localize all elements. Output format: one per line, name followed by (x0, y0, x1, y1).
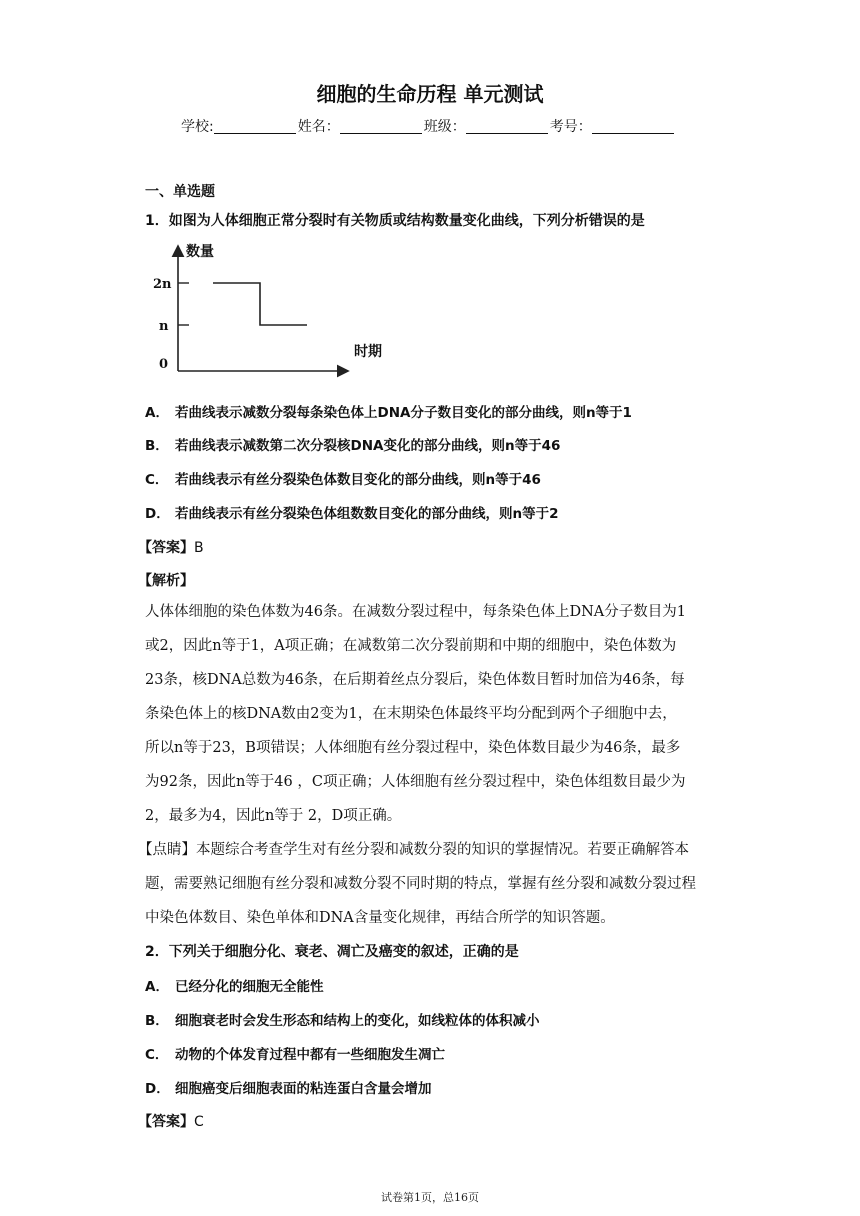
q2-answer: 【答案】C (138, 1114, 204, 1130)
page-title: 细胞的生命历程 单元测试 (316, 82, 544, 106)
q1-option-d: D． 若曲线表示有丝分裂染色体组数数目变化的部分曲线，则n等于2 (145, 506, 559, 522)
tick-0: 0 (159, 357, 169, 372)
y-axis-label: 数量 (186, 244, 214, 260)
q1-analysis-text: 人体体细胞的染色体数为46条。在减数分裂过程中，每条染色体上DNA分子数目为1 或2，因此n等于1，A项正确；在减数第二次分裂前期和中期的细胞中，染色体数为 23条，核DNA总数为46条，在后期着丝点分裂后，染色体数目暂时加倍为46条，每 条染色体上的核DNA数由2变为1，在末期染色体最终平均分配到两个子细胞中去， 所以n等于23，B项错误；人体细胞有丝分裂过程中，染色体数目最少为46条，最多 为92条，因此n等于46 ，C项正确；人体细胞有丝分裂过程中，染色体组数目最少为 2，最多为4，因此n等于 2，D项正确。 (145, 604, 686, 824)
curve-line (213, 283, 307, 325)
q2-option-d: D． 细胞癌变后细胞表面的粘连蛋白含量会增加 (145, 1081, 432, 1097)
q1-comment-text: 【点睛】本题综合考查学生对有丝分裂和减数分裂的知识的掌握情况。若要正确解答本 题，需要熟记细胞有丝分裂和减数分裂不同时期的特点，掌握有丝分裂和减数分裂过程 中染色体数目、染色单体和DNA含量变化规律，再结合所学的知识答题。 (138, 842, 696, 926)
question-1-figure (145, 237, 395, 382)
q2-option-c: C． 动物的个体发育过程中都有一些细胞发生凋亡 (145, 1047, 445, 1063)
question-1-stem: 1．如图为人体细胞正常分裂时有关物质或结构数量变化曲线，下列分析错误的是 (145, 213, 645, 229)
exam-number-label: 考号： (549, 119, 592, 135)
exam-number-blank (592, 118, 674, 134)
q1-analysis-heading: 【解析】 (138, 573, 194, 589)
name-blank (340, 118, 422, 134)
q1-option-a: A． 若曲线表示减数分裂每条染色体上DNA分子数目变化的部分曲线，则n等于1 (145, 405, 632, 421)
question-2-stem: 2．下列关于细胞分化、衰老、凋亡及癌变的叙述，正确的是 (145, 944, 519, 960)
q2-option-a: A． 已经分化的细胞无全能性 (145, 979, 324, 995)
section-heading: 一、单选题 (145, 184, 215, 200)
name-label: 姓名： (297, 119, 340, 135)
q1-option-c: C． 若曲线表示有丝分裂染色体数目变化的部分曲线，则n等于46 (145, 472, 541, 488)
school-label: 学校: (181, 119, 214, 135)
q2-option-b: B． 细胞衰老时会发生形态和结构上的变化，如线粒体的体积减小 (145, 1013, 540, 1029)
q1-answer: 【答案】B (138, 540, 204, 556)
q1-option-b: B． 若曲线表示减数第二次分裂核DNA变化的部分曲线，则n等于46 (145, 438, 561, 454)
x-axis-label: 时期 (354, 344, 382, 360)
tick-2n: 2n (153, 277, 172, 292)
tick-n: n (159, 319, 169, 334)
student-info-line (181, 116, 676, 136)
school-blank (214, 118, 296, 134)
class-blank (466, 118, 548, 134)
page-footer: 试卷第1页，总16页 (381, 1191, 479, 1204)
class-label: 班级： (423, 119, 466, 135)
